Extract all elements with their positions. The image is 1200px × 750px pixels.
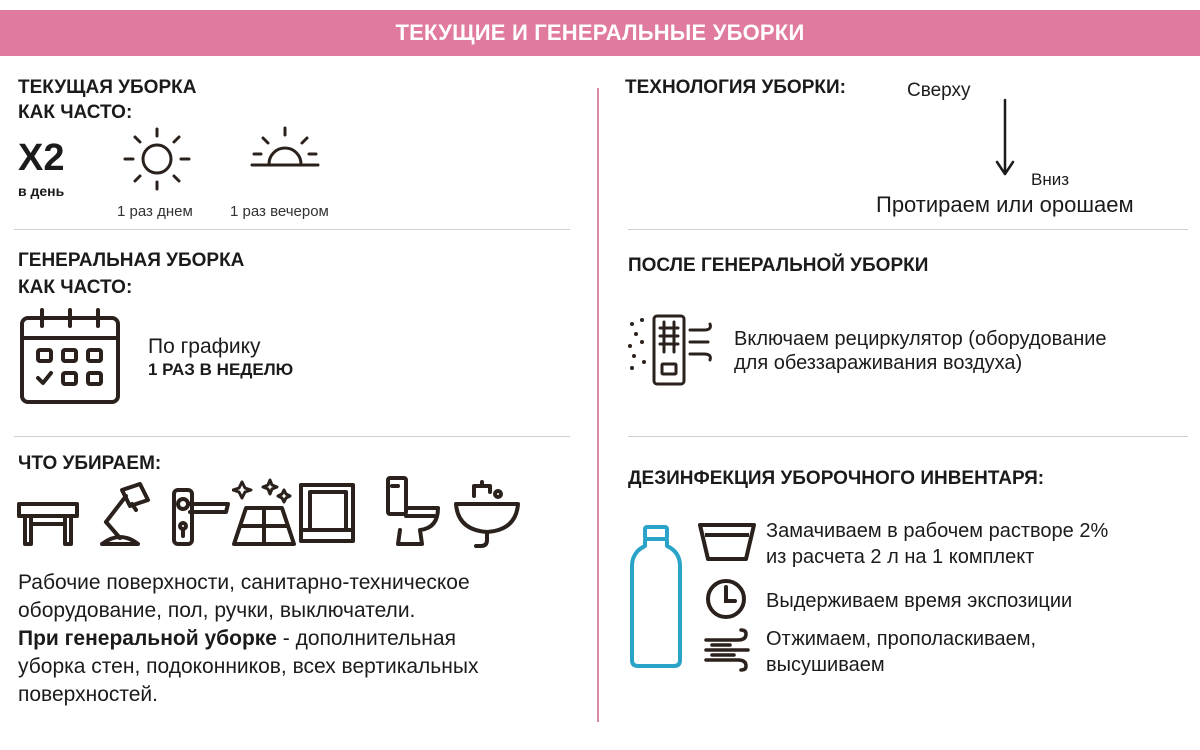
left-separator-2: [14, 436, 570, 437]
what-text-line1: Рабочие поверхности, санитарно-техническое: [18, 571, 470, 594]
basin-icon: [697, 521, 757, 563]
what-text-line2: оборудование, пол, ручки, выключатели.: [18, 599, 416, 622]
wind-icon: [704, 628, 754, 672]
general-cleaning-rest: - дополнительная: [276, 627, 456, 650]
banner-title: ТЕКУЩИЕ И ГЕНЕРАЛЬНЫЕ УБОРКИ: [395, 20, 805, 45]
general-how-often: КАК ЧАСТО:: [18, 277, 133, 298]
after-line1: Включаем рециркулятор (оборудование: [734, 328, 1107, 350]
general-cleaning-bold: При генеральной уборке: [18, 627, 277, 650]
door-handle-icon: [168, 486, 232, 548]
page-banner: [0, 10, 1200, 56]
sun-icon: [120, 124, 194, 194]
step1-line2: из расчета 2 л на 1 комплект: [766, 546, 1035, 568]
column-divider: [597, 88, 599, 722]
toilet-icon: [384, 474, 442, 548]
current-times: Х2: [18, 137, 65, 179]
wall-panel-icon: [298, 482, 356, 544]
what-text-line5: поверхностей.: [18, 683, 158, 706]
left-separator-1: [14, 229, 570, 230]
right-separator-2: [628, 436, 1188, 437]
general-frequency: 1 РАЗ В НЕДЕЛЮ: [148, 360, 294, 379]
what-text-line3: [18, 625, 456, 652]
bottle-icon: [628, 524, 684, 670]
arrow-down-icon: [994, 98, 1016, 178]
what-text-line4: уборка стен, подоконников, всех вертикальных: [18, 655, 479, 678]
evening-label: 1 раз вечером: [230, 203, 329, 220]
sunset-icon: [248, 124, 322, 174]
step3-line2: высушиваем: [766, 654, 885, 676]
technology-top: Сверху: [907, 80, 971, 101]
technology-action: Протираем или орошаем: [876, 192, 1134, 217]
sink-icon: [452, 478, 522, 550]
step2: Выдерживаем время экспозиции: [766, 590, 1073, 612]
current-how-often: КАК ЧАСТО:: [18, 102, 133, 123]
technology-down: Вниз: [1031, 170, 1070, 189]
day-label: 1 раз днем: [117, 203, 193, 220]
general-title: ГЕНЕРАЛЬНАЯ УБОРКА: [18, 250, 245, 271]
clean-floor-icon: [232, 478, 296, 548]
after-line2: для обеззараживания воздуха): [734, 352, 1023, 374]
desk-lamp-icon: [96, 480, 152, 548]
current-title: ТЕКУЩАЯ УБОРКА: [18, 77, 197, 98]
step3-line1: Отжимаем, прополаскиваем,: [766, 628, 1037, 650]
current-per-day: в день: [18, 183, 65, 199]
right-separator-1: [628, 229, 1188, 230]
general-schedule: По графику: [148, 335, 261, 358]
calendar-icon: [18, 306, 122, 406]
technology-title: ТЕХНОЛОГИЯ УБОРКИ:: [625, 77, 846, 98]
table-icon: [16, 490, 80, 548]
step1-line1: Замачиваем в рабочем растворе 2%: [766, 520, 1109, 542]
what-title: ЧТО УБИРАЕМ:: [18, 453, 162, 474]
clock-icon: [704, 577, 748, 621]
after-title: ПОСЛЕ ГЕНЕРАЛЬНОЙ УБОРКИ: [628, 255, 929, 276]
disinfection-title: ДЕЗИНФЕКЦИЯ УБОРОЧНОГО ИНВЕНТАРЯ:: [628, 468, 1045, 489]
air-recirculator-icon: [626, 312, 716, 388]
